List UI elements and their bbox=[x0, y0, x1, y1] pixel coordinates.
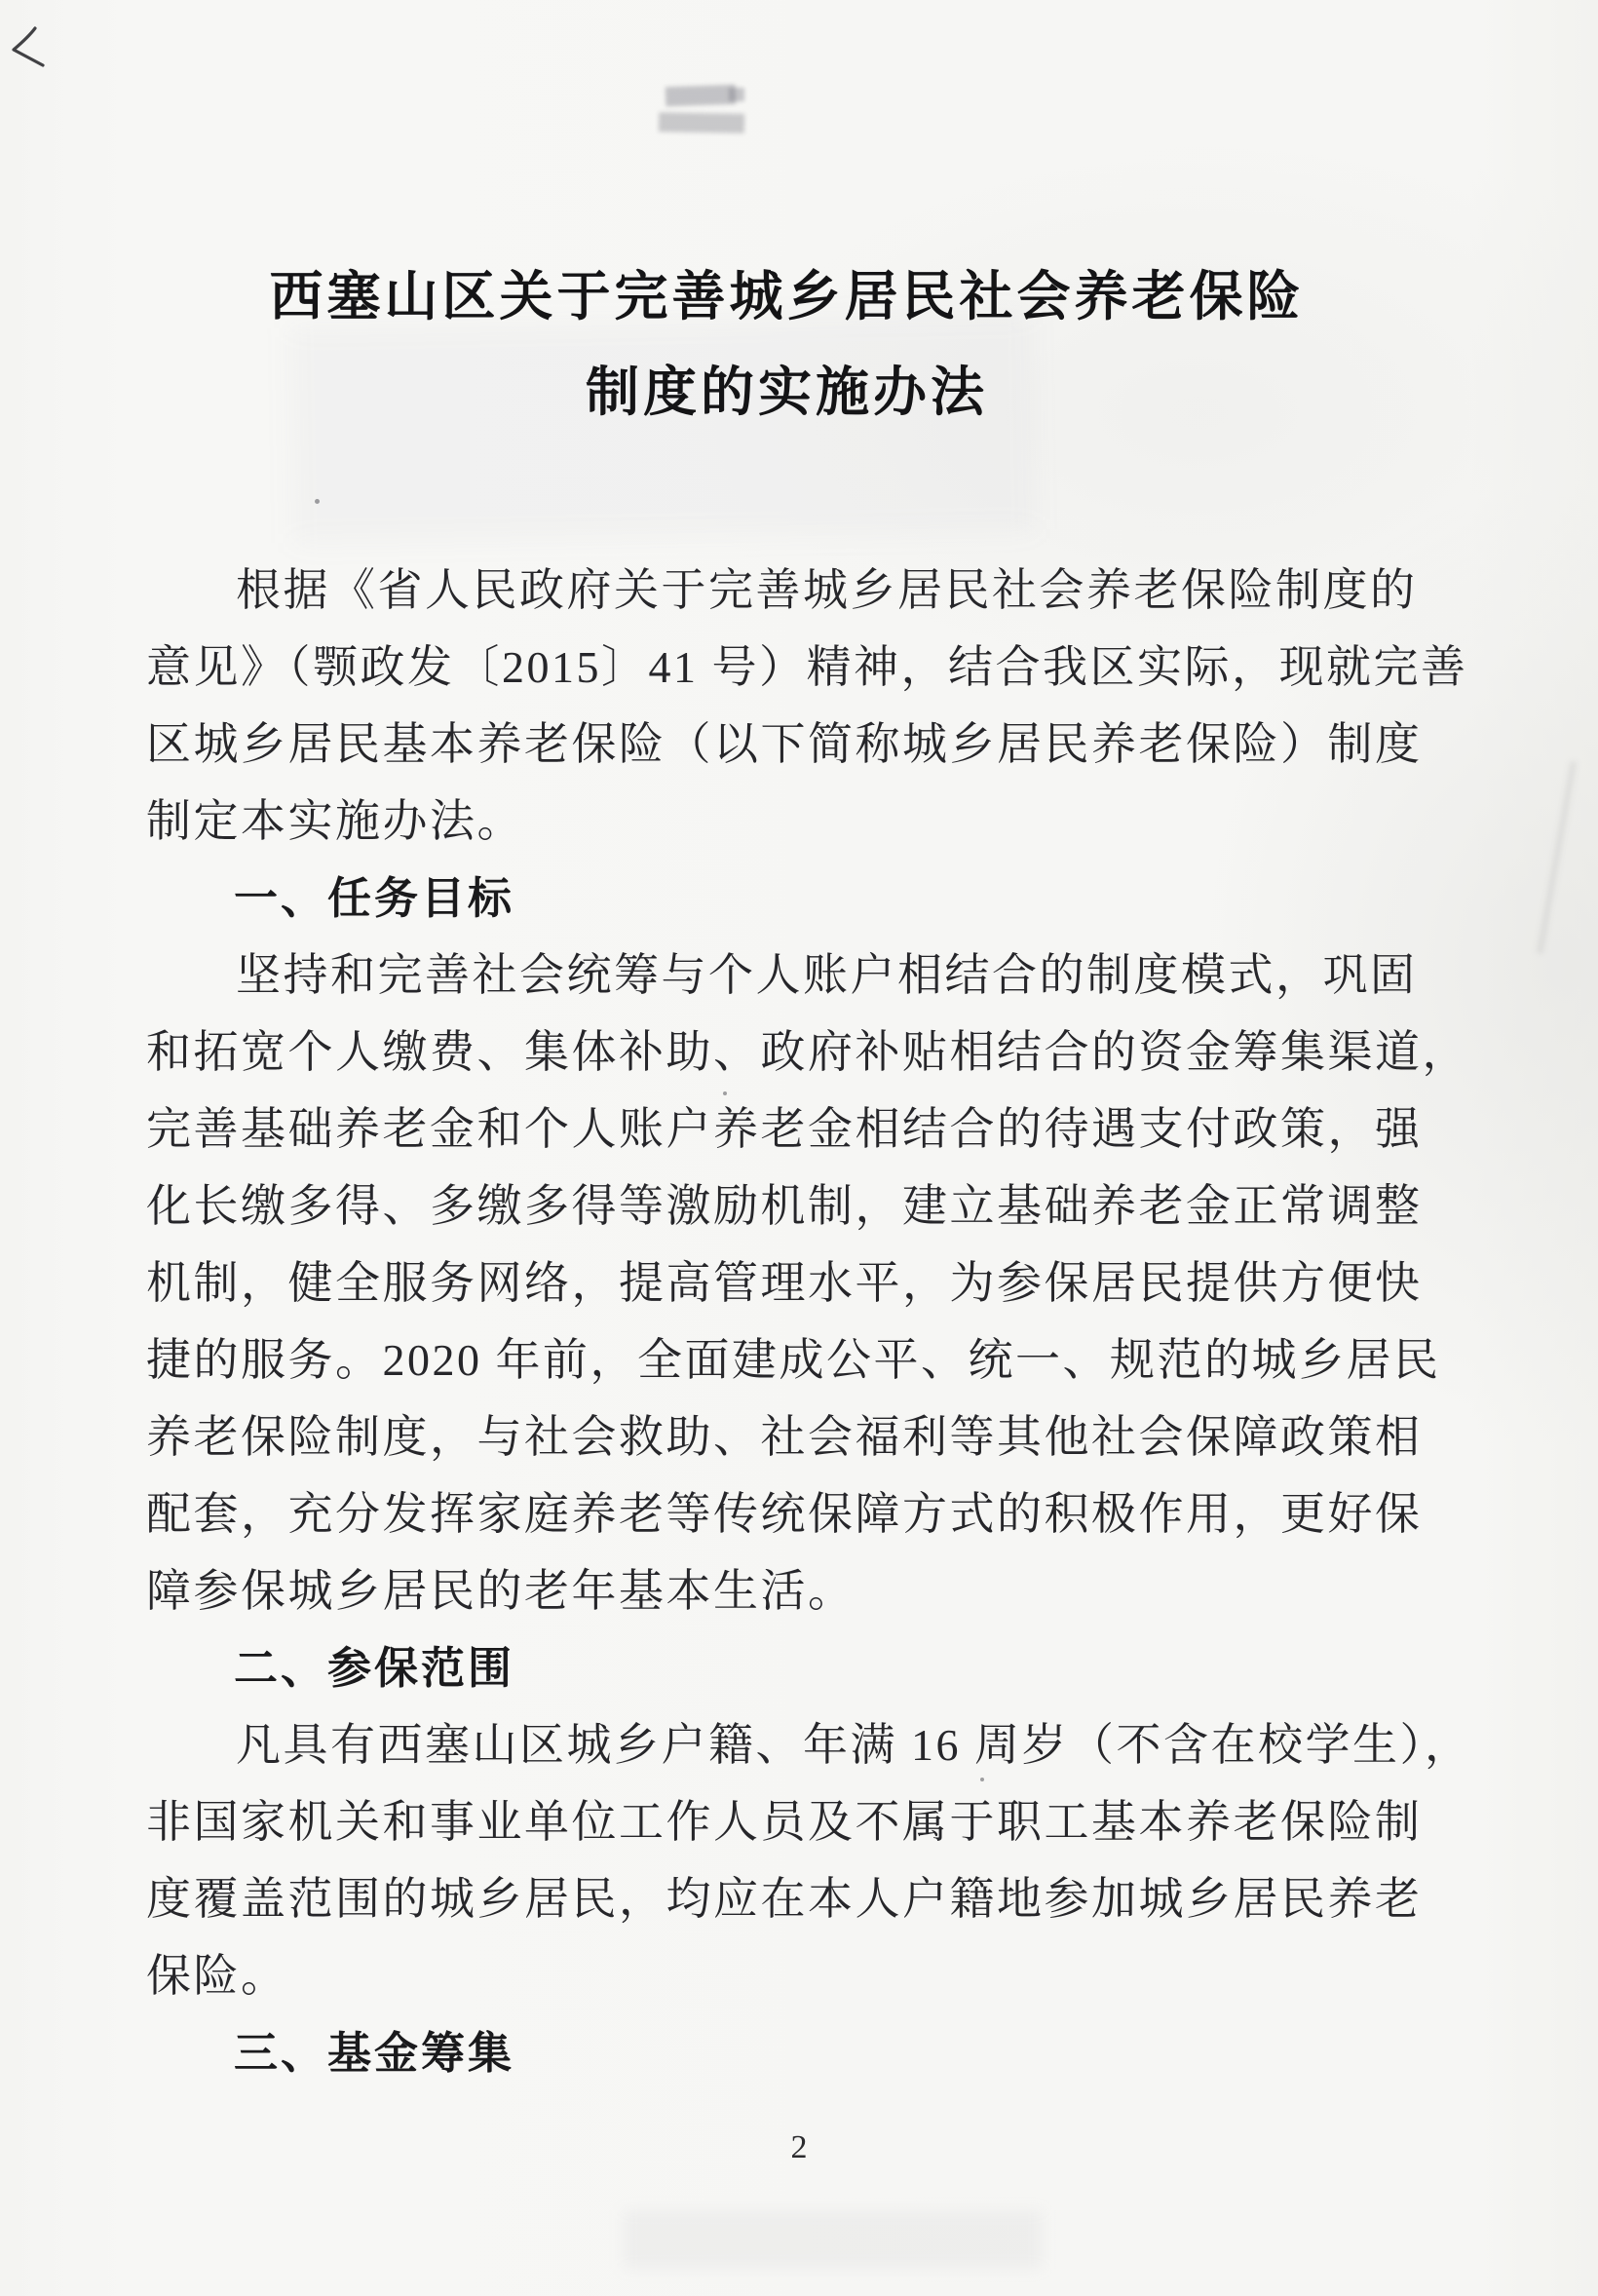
text-line: 完善基础养老金和个人账户养老金相结合的待遇支付政策，强 bbox=[146, 1104, 1423, 1154]
paper-crease-artifact bbox=[1537, 761, 1578, 954]
text-line: 意见》（颚政发〔2015〕41 号）精神，结合我区实际，现就完善 bbox=[146, 642, 1468, 692]
handwritten-check-mark-icon bbox=[10, 25, 49, 70]
section-heading: 二、参保范围 bbox=[234, 1643, 515, 1693]
text-line: 障参保城乡居民的老年基本生活。 bbox=[146, 1566, 856, 1616]
scan-smudge-artifact bbox=[624, 2210, 1043, 2269]
text-line: 度覆盖范围的城乡居民，均应在本人户籍地参加城乡居民养老 bbox=[146, 1874, 1423, 1924]
paragraph bbox=[146, 937, 1469, 1629]
text-line: 机制，健全服务网络，提高管理水平，为参保居民提供方便快 bbox=[146, 1258, 1423, 1308]
paragraph bbox=[146, 552, 1468, 860]
text-line: 和拓宽个人缴费、集体补助、政府补贴相结合的资金筹集渠道， bbox=[146, 1027, 1469, 1077]
section-heading: 三、基金筹集 bbox=[234, 2028, 515, 2078]
text-line: 养老保险制度，与社会救助、社会福利等其他社会保障政策相 bbox=[146, 1412, 1423, 1462]
document-title-line1: 西塞山区关于完善城乡居民社会养老保险 bbox=[269, 266, 1305, 326]
text-line: 凡具有西塞山区城乡户籍、年满 16 周岁（不含在校学生）， bbox=[236, 1720, 1472, 1770]
paragraph bbox=[146, 1706, 1472, 2014]
document-content bbox=[146, 0, 1472, 2091]
text-line: 捷的服务。2020 年前，全面建成公平、统一、规范的城乡居民 bbox=[146, 1335, 1441, 1385]
text-line: 保险。 bbox=[146, 1951, 288, 2001]
document-body bbox=[146, 552, 1472, 2091]
section-heading: 一、任务目标 bbox=[234, 873, 515, 923]
text-line: 配套，充分发挥家庭养老等传统保障方式的积极作用，更好保 bbox=[146, 1489, 1423, 1539]
text-line: 制定本实施办法。 bbox=[146, 796, 524, 846]
text-line: 根据《省人民政府关于完善城乡居民社会养老保险制度的 bbox=[236, 565, 1418, 615]
page-number: 2 bbox=[790, 2129, 808, 2165]
text-line: 化长缴多得、多缴多得等激励机制，建立基础养老金正常调整 bbox=[146, 1181, 1423, 1231]
document-title-line2: 制度的实施办法 bbox=[585, 362, 988, 422]
text-line: 坚持和完善社会统筹与个人账户相结合的制度模式，巩固 bbox=[236, 950, 1418, 1000]
text-line: 区城乡居民基本养老保险（以下简称城乡居民养老保险）制度 bbox=[146, 719, 1423, 769]
document-title bbox=[146, 249, 1427, 440]
text-line: 非国家机关和事业单位工作人员及不属于职工基本养老保险制 bbox=[146, 1797, 1423, 1847]
